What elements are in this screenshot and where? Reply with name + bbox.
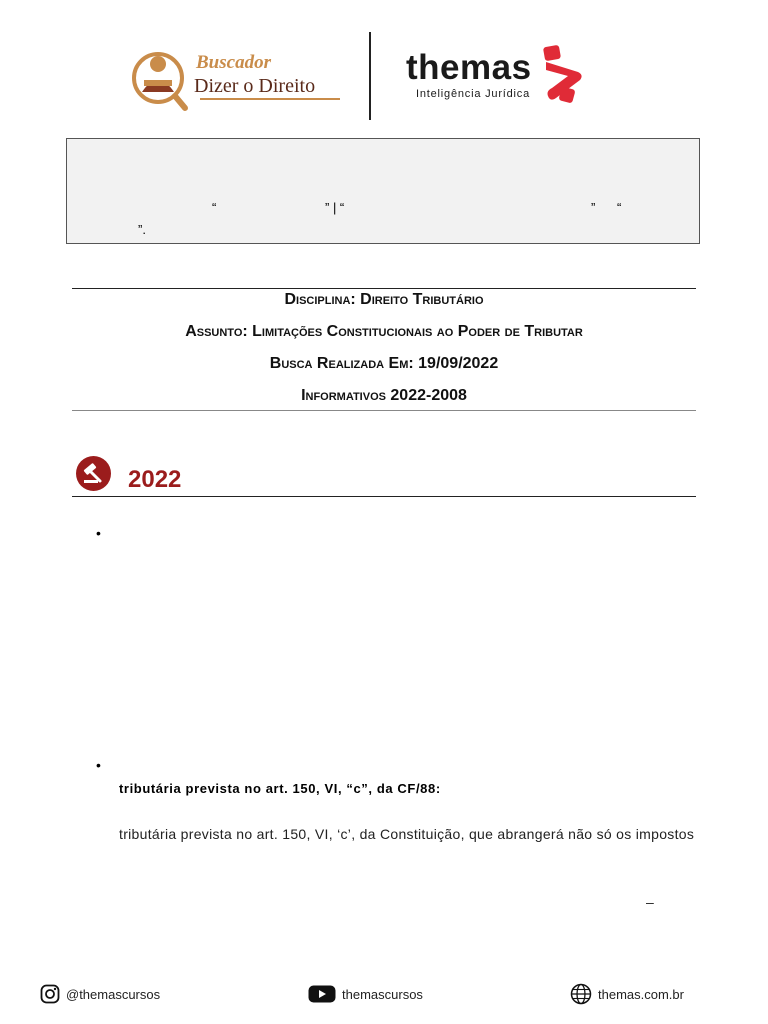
instagram-icon — [40, 984, 60, 1004]
item-paragraph: tributária prevista no art. 150, VI, ‘c’, da Constituição, que abrangerá não só os impostos — [119, 826, 695, 842]
notice-quote-open-2: “ — [617, 200, 622, 215]
item-dash: – — [646, 894, 655, 910]
brand-left-underline — [200, 98, 340, 100]
notice-quote-end: ”. — [138, 222, 146, 237]
globe-icon — [570, 983, 592, 1005]
brand-right-name: themas — [406, 48, 532, 87]
footer-youtube-label: themascursos — [342, 986, 423, 1002]
footer-website[interactable] — [570, 984, 684, 1004]
bullet-1: • — [96, 525, 101, 541]
header-divider — [369, 32, 371, 120]
notice-quote-close: ” — [591, 200, 596, 215]
notice-box — [66, 138, 700, 244]
meta-bottom-rule — [72, 410, 696, 411]
footer-instagram[interactable] — [40, 984, 160, 1004]
item-heading: tributária prevista no art. 150, VI, “c”, da CF/88: — [119, 781, 441, 796]
brand-left-line2: Dizer o Direito — [194, 75, 316, 97]
footer-instagram-label: @themascursos — [66, 986, 161, 1002]
themas-logo-icon — [540, 44, 586, 104]
meta-busca: Busca Realizada Em: 19/09/2022 — [269, 355, 499, 372]
year-title: 2022 — [128, 466, 182, 493]
notice-quote-separator: ” | “ — [325, 200, 345, 215]
bullet-2: • — [96, 757, 101, 773]
year-rule — [72, 496, 696, 497]
brand-left-line1: Buscador — [196, 52, 271, 73]
footer-website-label: themas.com.br — [598, 986, 684, 1002]
meta-top-rule — [72, 288, 696, 289]
meta-informativos: Informativos 2022-2008 — [301, 387, 467, 404]
footer-youtube[interactable] — [308, 984, 423, 1004]
gavel-icon — [76, 456, 111, 491]
meta-assunto: Assunto: Limitações Constitucionais ao Poder de Tributar — [185, 323, 583, 340]
brand-right-tagline: Inteligência Jurídica — [416, 88, 531, 100]
meta-disciplina: Disciplina: Direito Tributário — [284, 291, 484, 308]
notice-quote-open: “ — [212, 200, 217, 215]
youtube-icon — [308, 984, 336, 1004]
